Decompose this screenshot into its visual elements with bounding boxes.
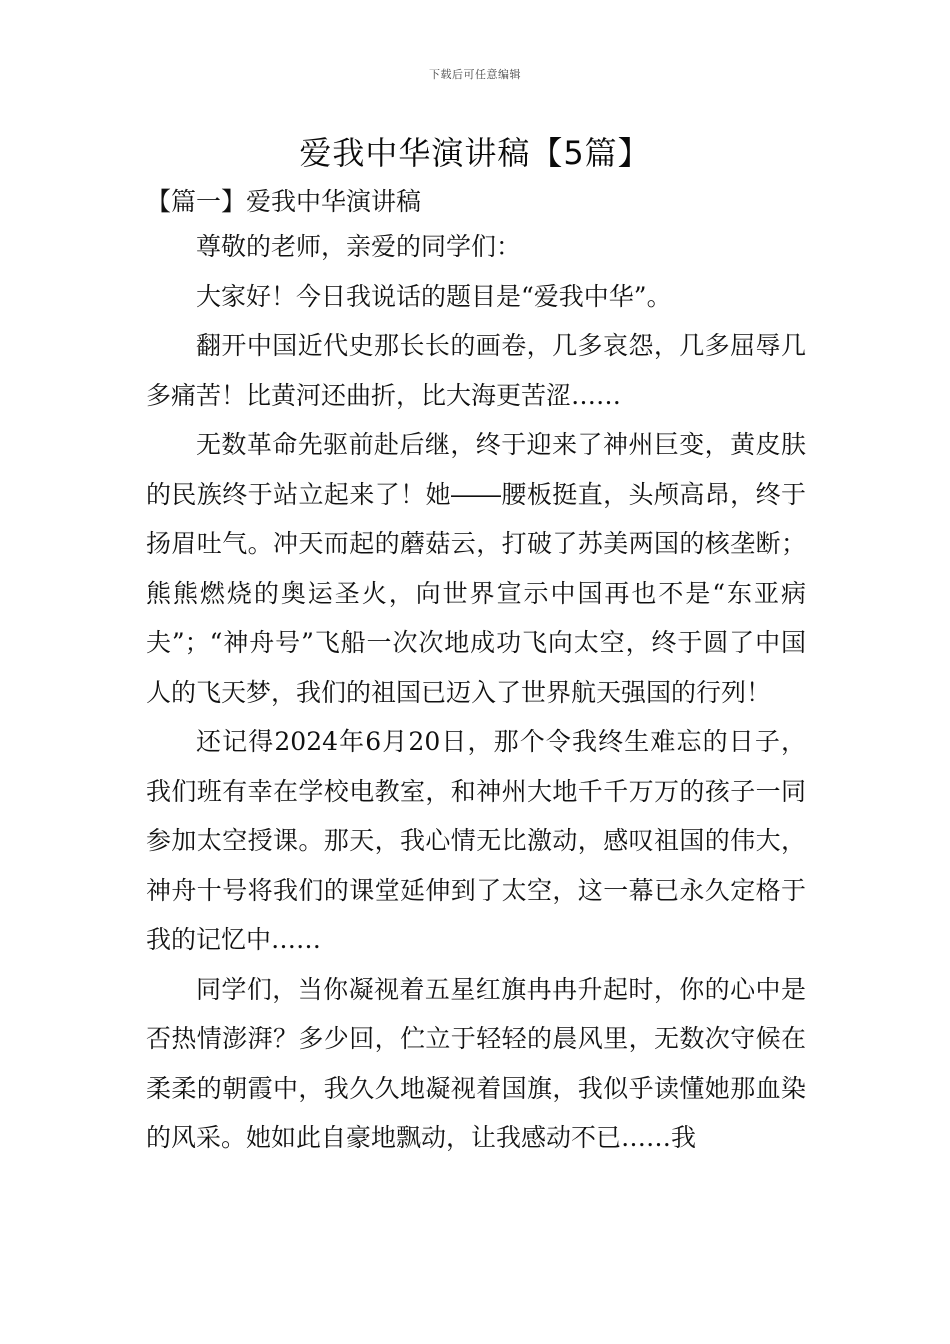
header-note: 下载后可任意编辑	[429, 68, 521, 81]
paragraph: 大家好！今日我说话的题目是“爱我中华”。	[196, 281, 672, 311]
body-text	[146, 222, 806, 1163]
paragraph: 尊敬的老师，亲爱的同学们：	[196, 232, 522, 261]
section-heading: 【篇一】爱我中华演讲稿	[146, 187, 422, 216]
paragraph: 还记得2024年6月20日，那个令我终生难忘的日子，我们班有幸在学校电教室，和神州大地千千万万的孩子一同参加太空授课。那天，我心情无比激动，感叹祖国的伟大，神舟十号将我们的课堂延伸到了太空，这一幕已永久定格于我的记忆中……	[146, 727, 806, 954]
document-title: 爱我中华演讲稿【5篇】	[299, 134, 651, 172]
paragraph: 同学们，当你凝视着五星红旗冉冉升起时，你的心中是否热情澎湃？多少回，伫立于轻轻的晨风里，无数次守候在柔柔的朝霞中，我久久地凝视着国旗，我似乎读懂她那血染的风采。她如此自豪地飘动，让我感动不已……我	[146, 974, 806, 1152]
paragraph: 翻开中国近代史那长长的画卷，几多哀怨，几多屈辱几多痛苦！比黄河还曲折，比大海更苦涩……	[146, 331, 806, 410]
paragraph: 无数革命先驱前赴后继，终于迎来了神州巨变，黄皮肤的民族终于站立起来了！她――腰板挺直，头颅高昂，终于扬眉吐气。冲天而起的蘑菇云，打破了苏美两国的核垄断；熊熊燃烧的奥运圣火，向世界宣示中国再也不是“东亚病夫”；“神舟号”飞船一次次地成功飞向太空，终于圆了中国人的飞天梦，我们的祖国已迈入了世界航天强国的行列！	[146, 430, 806, 707]
